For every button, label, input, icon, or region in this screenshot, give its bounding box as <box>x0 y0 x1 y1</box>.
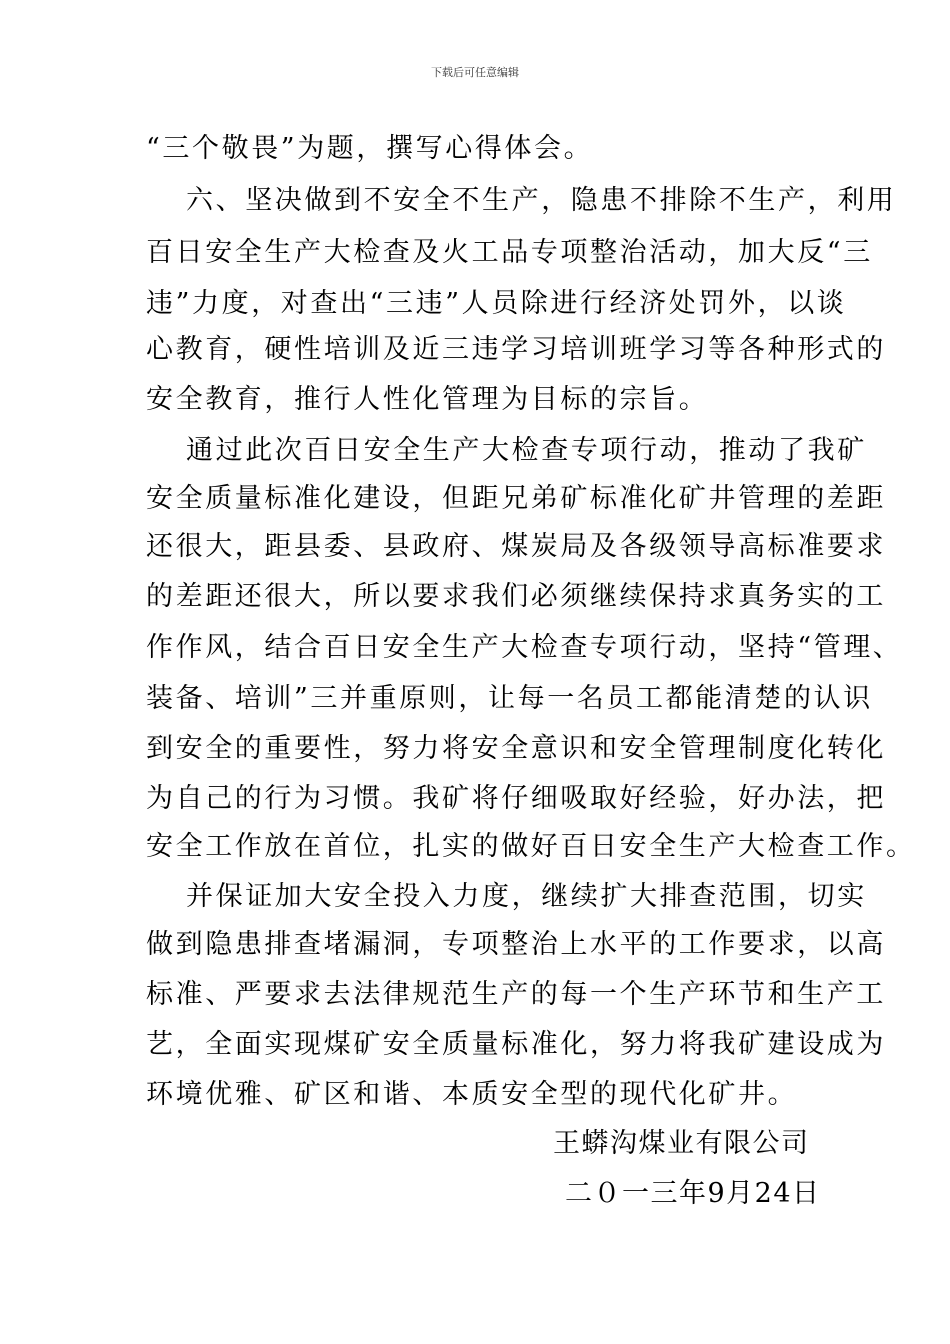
text-line: 作作风，结合百日安全生产大检查专项行动，坚持“管理、 <box>146 632 903 663</box>
text-line: 环境优雅、矿区和谐、本质安全型的现代化矿井。 <box>146 1079 798 1110</box>
text-line: 做到隐患排查堵漏洞，专项整治上水平的工作要求，以高 <box>146 929 886 960</box>
text-line: 安全质量标准化建设，但距兄弟矿标准化矿井管理的差距 <box>146 483 886 514</box>
text-line: 并保证加大安全投入力度，继续扩大排查范围，切实 <box>186 881 867 912</box>
text-line: 六、坚决做到不安全不生产，隐患不排除不生产，利用 <box>186 185 897 216</box>
signature-company: 王蟒沟煤业有限公司 <box>553 1128 810 1159</box>
text-line: 还很大，距县委、县政府、煤炭局及各级领导高标准要求 <box>146 531 886 562</box>
text-line: 百日安全生产大检查及火工品专项整治活动，加大反“三 <box>146 237 873 268</box>
text-line: 为自己的行为习惯。我矿将仔细吸取好经验，好办法，把 <box>146 783 886 814</box>
text-line: 艺，全面实现煤矿安全质量标准化，努力将我矿建设成为 <box>146 1029 886 1060</box>
text-line: 心教育，硬性培训及近三违学习培训班学习等各种形式的 <box>146 334 886 365</box>
text-line: 标准、严要求去法律规范生产的每一个生产环节和生产工 <box>146 979 886 1010</box>
text-line: 违”力度，对查出“三违”人员除进行经济处罚外，以谈 <box>146 288 847 319</box>
signature-date: 二０一三年9月24日 <box>565 1178 821 1209</box>
text-line: 的差距还很大，所以要求我们必须继续保持求真务实的工 <box>146 581 886 612</box>
text-line: 通过此次百日安全生产大检查专项行动，推动了我矿 <box>186 435 867 466</box>
page-header-note: 下载后可任意编辑 <box>431 66 519 79</box>
text-line: “三个敬畏”为题，撰写心得体会。 <box>146 133 594 164</box>
text-line: 安全工作放在首位，扎实的做好百日安全生产大检查工作。 <box>146 831 916 862</box>
text-line: 安全教育，推行人性化管理为目标的宗旨。 <box>146 384 709 415</box>
text-line: 装备、培训”三并重原则，让每一名员工都能清楚的认识 <box>146 683 873 714</box>
text-line: 到安全的重要性，努力将安全意识和安全管理制度化转化 <box>146 733 886 764</box>
